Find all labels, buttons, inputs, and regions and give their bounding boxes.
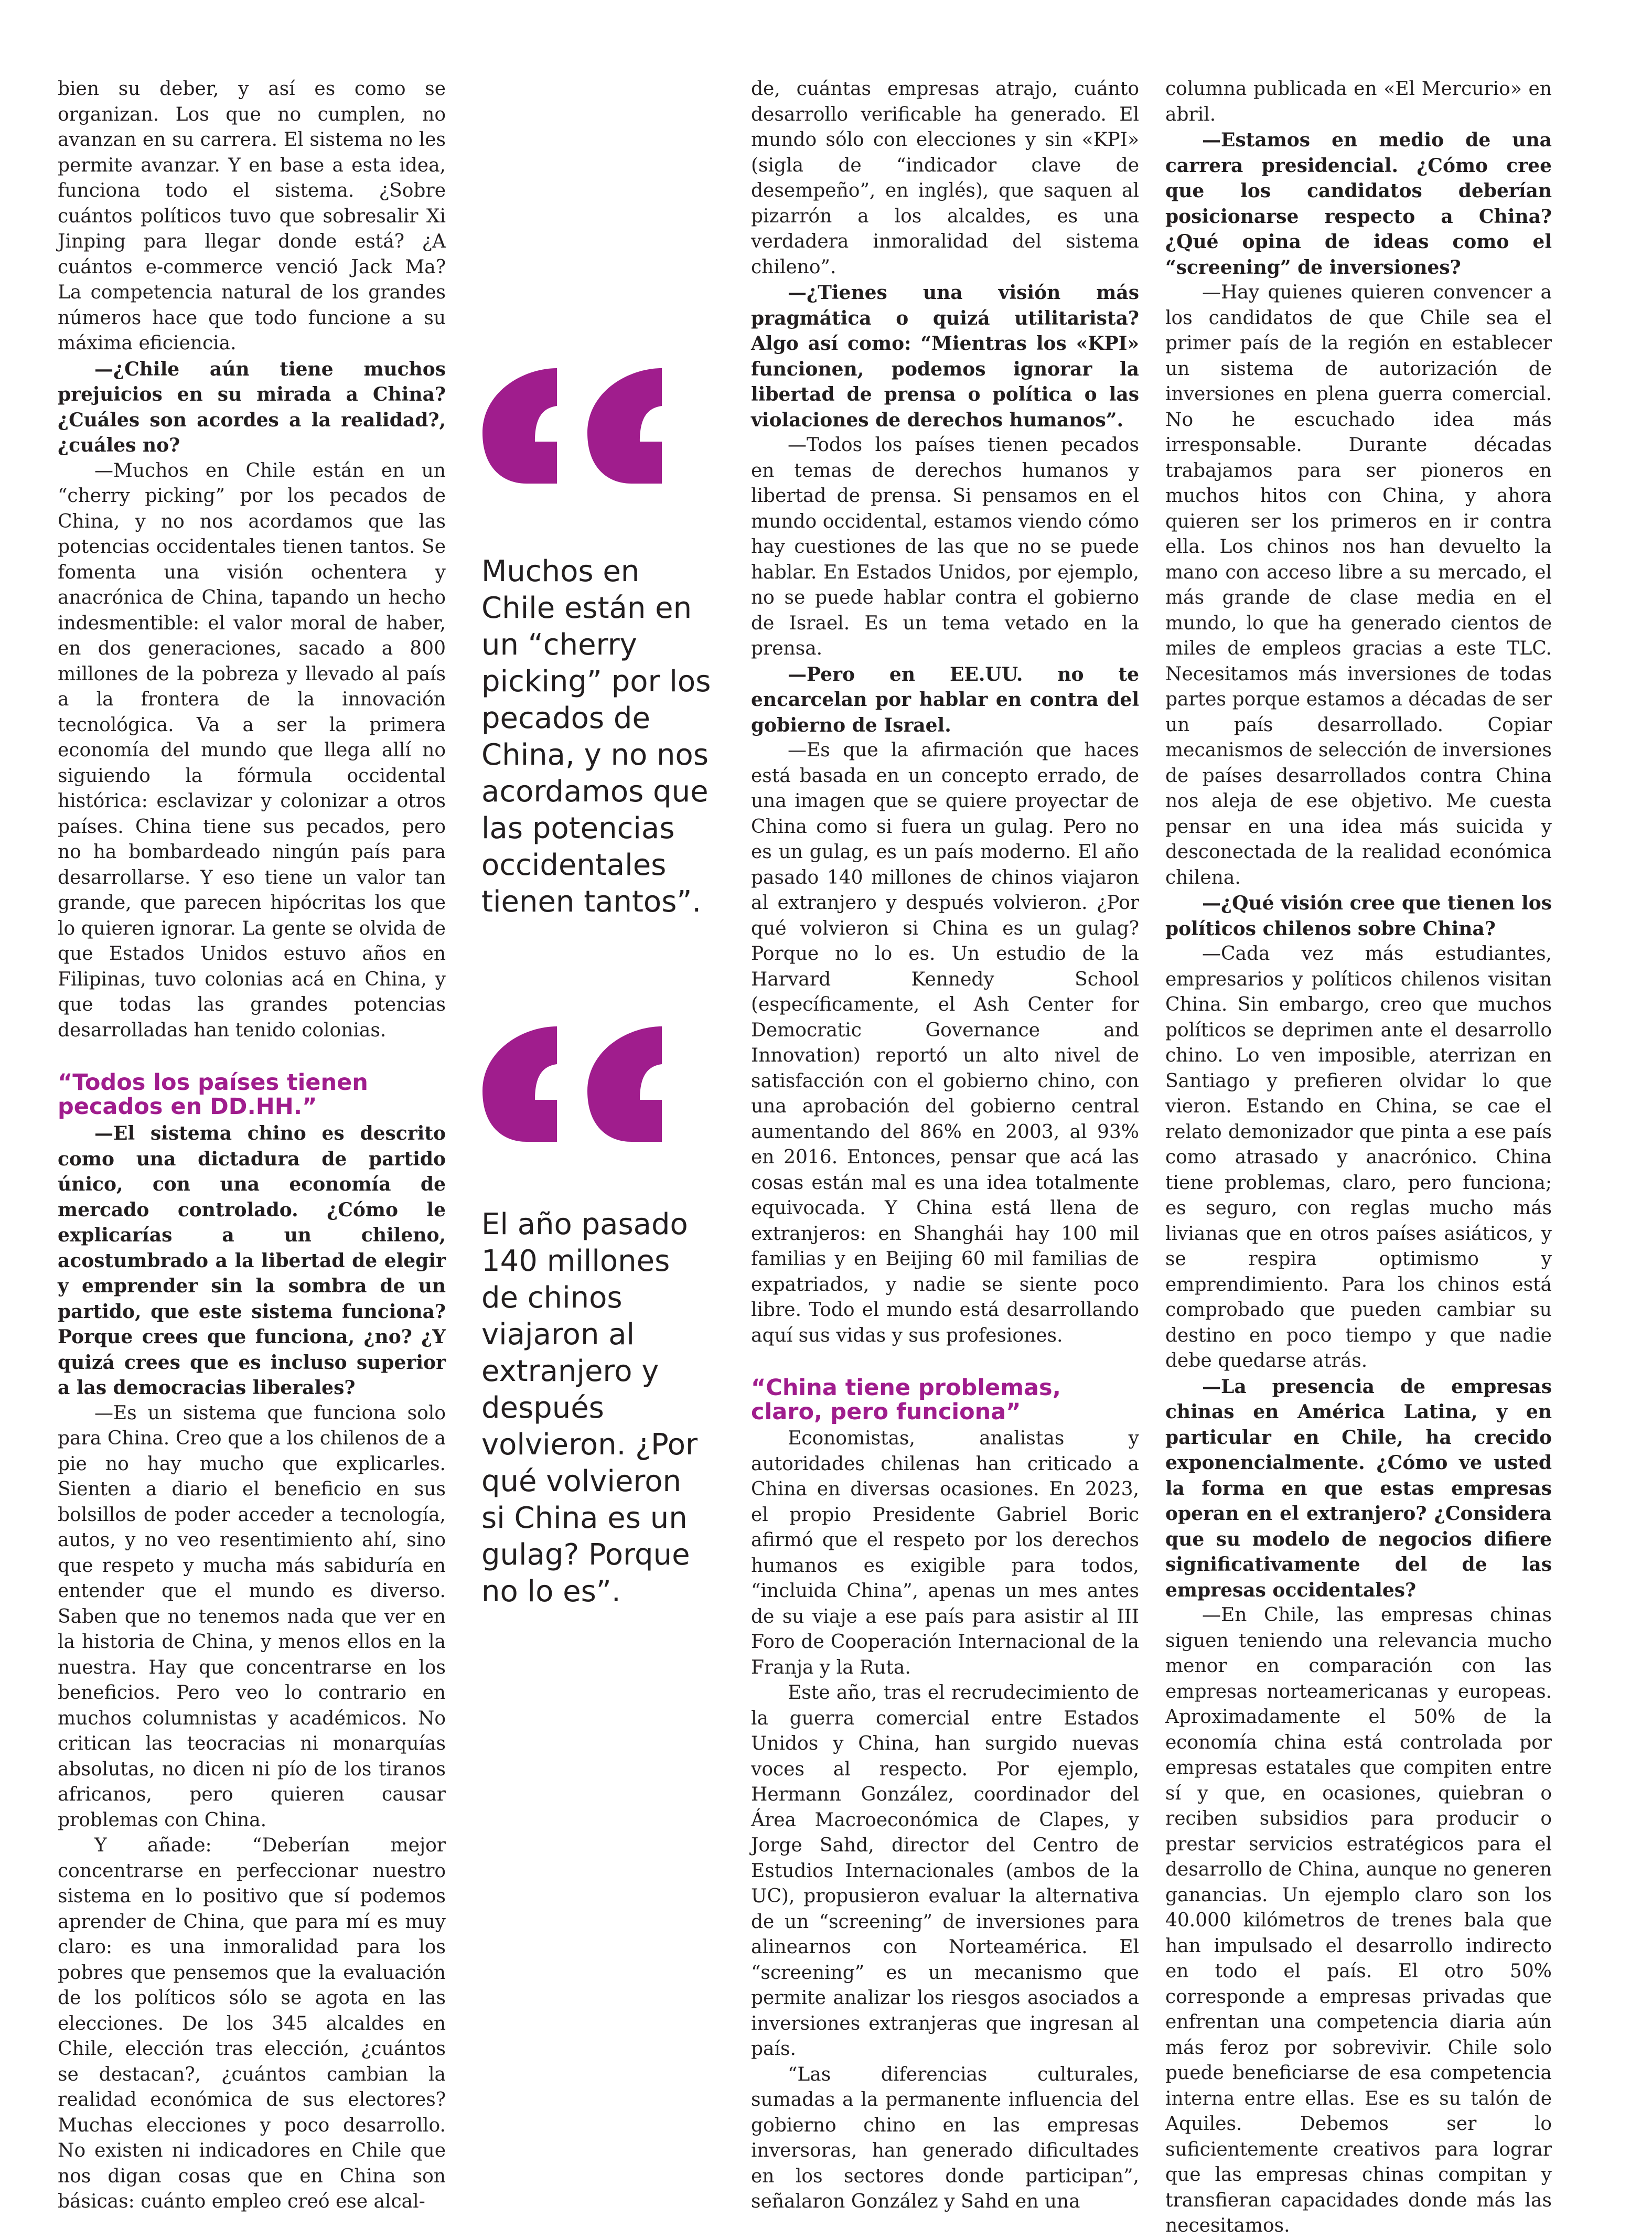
section-heading: “Todos los países tienen pecados en DD.HH.” [58,1069,368,1120]
article-column-4 [1165,77,1552,2239]
interview-question: —¿Tienes una visión más pragmática o quizá utilitarista? Algo así como: “Mientras los «KPI» funcionen, podemos ignorar la libertad de prensa o política o las violaciones de derechos humanos”. [751,282,1139,431]
paragraph: columna publicada en «El Mercurio» en abril. [1165,78,1552,125]
paragraph: —Muchos en Chile están en un “cherry picking” por los pecados de China, y no nos acordamos que las potencias occidentales tienen tantos. Se fomenta una visión ochentera y anacrónica de China, tapando un hecho indesmentible: el valor moral de haber, en dos generaciones, sacado a 800 millones de la pobreza y llevado al país a la frontera de la innovación tecnológica. Va a ser la primera economía del mundo que llega allí no siguiendo la fórmula occidental histórica: esclavizar y colonizar a otros países. China tiene sus pecados, pero no ha bombardeado ningún país para desarrollarse. Y eso tiene un valor tan grande, que parecen hipócritas los que lo quieren ignorar. La gente se olvida de que Estados Unidos estuvo años en Filipinas, tuvo colonias acá en China, y que todas las grandes potencias desarrolladas han tenido colonias. [58,459,446,1041]
paragraph: Economistas, analistas y autoridades chilenas han criticado a China en diversas ocasiones. En 2023, el propio Presidente Gabriel Boric afirmó que el respeto por los derechos humanos es exigible para todos, “incluida China”, apenas un mes antes de su viaje a ese país para asistir al III Foro de Cooperación Internacional de la Franja y la Ruta. [751,1428,1139,1678]
interview-question: —¿Qué visión cree que tienen los políticos chilenos sobre China? [1165,892,1552,940]
paragraph: —En Chile, las empresas chinas siguen teniendo una relevancia mucho menor en comparación con las empresas norteamericanas y europeas. Aproximadamente el 50% de la economía china está controlada por empresas estatales que compiten entre sí y que, en ocasiones, quiebran o reciben subsidios para producir o prestar servicios estratégicos para el desarrollo de China, aunque no generen ganancias. Un ejemplo claro son los 40.000 kilómetros de trenes bala que han impulsado el desarrollo indirecto en todo el país. El otro 50% corresponde a empresas privadas que enfrentan una competencia diaria aún más feroz por sobrevivir. Chile solo puede beneficiarse de esa competencia interna entre ellas. Ese es su talón de Aquiles. Debemos ser lo suficientemente creativos para lograr que las empresas chinas compitan y transfieran capacidades donde más las necesitamos. [1165,1604,1552,2236]
article-column-1 [58,77,446,2215]
paragraph: —Todos los países tienen pecados en temas de derechos humanos y libertad de prensa. Si pensamos en el mundo occidental, estamos viendo cómo hay cuestiones de las que no se puede hablar. En Estados Unidos, por ejemplo, no se puede hablar contra el gobierno de Israel. Es un tema vetado en la prensa. [751,434,1139,659]
interview-question: —Estamos en medio de una carrera presidencial. ¿Cómo cree que los candidatos deberían posicionarse respecto a China? ¿Qué opina de ideas como el “screening” de inversiones? [1165,129,1552,278]
interview-question: —¿Chile aún tiene muchos prejuicios en su mirada a China? ¿Cuáles son acordes a la realidad?, ¿cuáles no? [58,358,446,456]
pull-quote-2: El año pasado 140 millones de chinos viajaron al extranjero y después volvieron. ¿Por qué volvieron si China es un gulag? Porque no lo es”. [481,1207,698,1609]
pull-quote-1: Muchos en Chile están en un “cherry picking” por los pecados de China, y no nos acordamos que las potencias occidentales tienen tantos”. [481,554,711,919]
paragraph: —Cada vez más estudiantes, empresarios y políticos chilenos visitan China. Sin embargo, creo que muchos políticos se deprimen ante el desarrollo chino. Lo ven imposible, aterrizan en Santiago y prefieren olvidar lo que vieron. Estando en China, se cae el relato demonizador que pinta a ese país como atrasado y anacrónico. China tiene problemas, claro, pero funciona; es seguro, con reglas mucho más livianas que en otros países asiáticos, y se respira optimismo y emprendimiento. Para los chinos está comprobado que pueden cambiar su destino en poco tiempo y que nadie debe quedarse atrás. [1165,943,1552,1372]
paragraph: bien su deber, y así es como se organizan. Los que no cumplen, no avanzan en su carrera. El sistema no les permite avanzar. Y en base a esta idea, funciona todo el sistema. ¿Sobre cuántos políticos tuvo que sobresalir Xi Jinping para llegar donde está? ¿A cuántos e-commerce venció Jack Ma? La competencia natural de los grandes números hace que todo funcione a su máxima eficiencia. [58,78,446,354]
paragraph: Y añade: “Deberían mejor concentrarse en perfeccionar nuestro sistema en lo positivo que sí podemos aprender de China, que para mí es muy claro: es una inmoralidad para los pobres que pensemos que la evaluación de los políticos sólo se agota en las elecciones. De los 345 alcaldes en Chile, elección tras elección, ¿cuántos se destacan?, ¿cuántos cambian la realidad económica de sus electores? Muchas elecciones y poco desarrollo. No existen ni indicadores en Chile que nos digan cosas que en China son básicas: cuánto empleo creó ese alcal- [58,1835,446,2212]
section-heading: “China tiene problemas, claro, pero funciona” [751,1375,1061,1425]
paragraph: Este año, tras el recrudecimiento de la guerra comercial entre Estados Unidos y China, han surgido nuevas voces al respecto. Por ejemplo, Hermann González, coordinador del Área Macroeconómica de Clapes, y Jorge Sahd, director del Centro de Estudios Internacionales (ambos de la UC), propusieron evaluar la alternativa de un “screening” de inversiones para alinearnos con Norteamérica. El “screening” es un mecanismo que permite analizar los riesgos asociados a inversiones extranjeras que ingresan al país. [751,1682,1139,2060]
paragraph: de, cuántas empresas atrajo, cuánto desarrollo verificable ha generado. El mundo sólo con elecciones y sin «KPI» (sigla de “indicador clave de desempeño”, en inglés), que saquen al pizarrón a los alcaldes, es una verdadera inmoralidad del sistema chileno”. [751,78,1139,278]
article-column-3 [751,77,1139,2215]
quote-mark-icon [478,1020,667,1146]
quote-mark-icon [478,362,667,488]
interview-question: —La presencia de empresas chinas en América Latina, y en particular en Chile, ha crecido exponencialmente. ¿Cómo ve usted la forma en que estas empresas operan en el extranjero? ¿Considera que su modelo de negocios difiere significativamente del de las empresas occidentales? [1165,1375,1552,1601]
paragraph: —Es un sistema que funciona solo para China. Creo que a los chilenos de a pie no hay mucho que explicarles. Sienten a diario el beneficio en sus bolsillos de poder acceder a tecnología, autos, y no veo resentimiento ahí, sino que respeto y mucha más sabiduría en entender que el mundo es diverso. Saben que no tenemos nada que ver en la historia de China, y menos ellos en la nuestra. Hay que concentrarse en los beneficios. Pero veo lo contrario en muchos columnistas y académicos. No critican las teocracias ni monarquías absolutas, no dicen ni pío de los tiranos africanos, pero quieren causar problemas con China. [58,1402,446,1831]
paragraph: “Las diferencias culturales, sumadas a la permanente influencia del gobierno chino en las empresas inversoras, han generado dificultades en los sectores donde participan”, señalaron González y Sahd en una [751,2063,1139,2212]
paragraph: —Hay quienes quieren convencer a los candidatos de que Chile sea el primer país de la región en establecer un sistema de autorización de inversiones en plena guerra comercial. No he escuchado idea más irresponsable. Durante décadas trabajamos para ser pioneros en muchos hitos con China, y ahora quieren ser los primeros en ir contra ella. Los chinos nos han devuelto la mano con acceso libre a su mercado, el más grande de clase media en el mundo, lo que ha generado cientos de miles de empleos gracias a este TLC. Necesitamos más inversiones de todas partes porque estamos a décadas de ser un país desarrollado. Copiar mecanismos de selección de inversiones de países desarrollados contra China nos aleja de ese objetivo. Me cuesta pensar en una idea más suicida y desconectada de la realidad económica chilena. [1165,282,1552,888]
paragraph: —Es que la afirmación que haces está basada en un concepto errado, de una imagen que se quiere proyectar de China como si fuera un gulag. Pero no es un gulag, es un país moderno. El año pasado 140 millones de chinos viajaron al extranjero y después volvieron. ¿Por qué volvieron si China es un gulag? Porque no lo es. Un estudio de la Harvard Kennedy School (específicamente, el Ash Center for Democratic Governance and Innovation) reportó un alto nivel de satisfacción con el gobierno chino, con una aprobación del gobierno central aumentando del 86% en 2003, al 93% en 2016. Entonces, pensar que acá las cosas están mal es una idea totalmente equivocada. Y China está llena de extranjeros: en Shanghái hay 100 mil familias y en Beijing 60 mil familias de expatriados, y nadie se siente poco libre. Todo el mundo está desarrollando aquí sus vidas y sus profesiones. [751,740,1139,1346]
interview-question: —El sistema chino es descrito como una dictadura de partido único, con una economía de mercado controlado. ¿Cómo le explicarías a un chileno, acostumbrado a la libertad de elegir y emprender sin la sombra de un partido, que este sistema funciona? Porque crees que funciona, ¿no? ¿Y quizá crees que es incluso superior a las democracias liberales? [58,1122,446,1399]
interview-question: —Pero en EE.UU. no te encarcelan por hablar en contra del gobierno de Israel. [751,663,1139,736]
